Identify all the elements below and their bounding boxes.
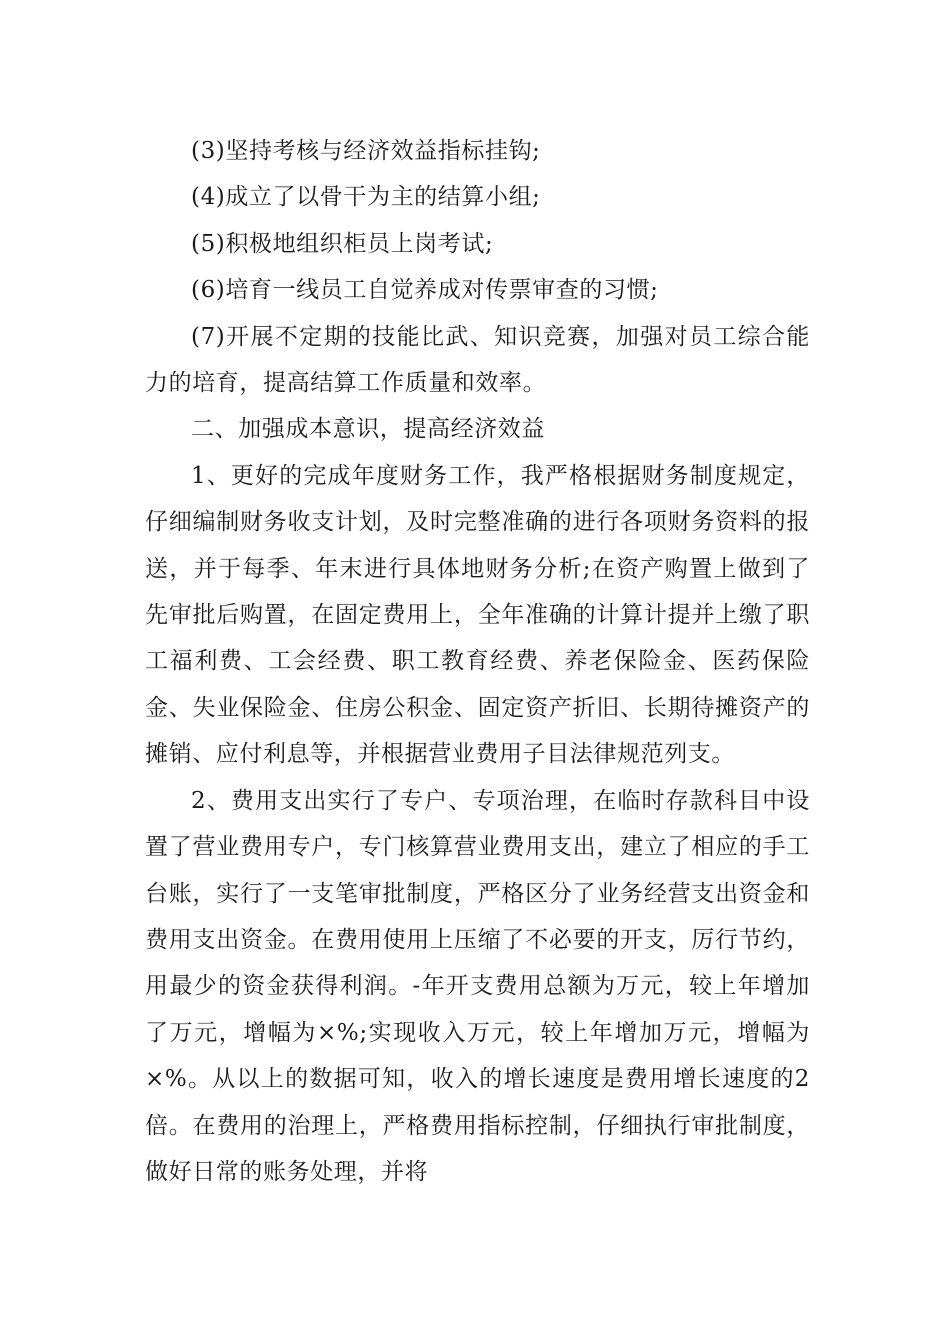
paragraph-2: 2、费用支出实行了专户、专项治理，在临时存款科目中设置了营业费用专户，专门核算营业费用支出，建立了相应的手工台账，实行了一支笔审批制度，严格区分了业务经营支出资金和费用支出资金。在费用使用上压缩了不必要的开支，厉行节约，用最少的资金获得利润。-年开支费用总额为万元，较上年增加了万元，增幅为×%;实现收入万元，较上年增加万元，增幅为×%。从以上的数据可知，收入的增长速度是费用增长速度的2倍。在费用的治理上，严格费用指标控制，仔细执行审批制度，做好日常的账务处理，并将: [145, 787, 810, 1185]
section-heading: 二、加强成本意识，提高经济效益: [191, 416, 545, 443]
paragraph-item-4: (4)成立了以骨干为主的结算小组;: [191, 184, 541, 211]
paragraph-1: 1、更好的完成年度财务工作，我严格根据财务制度规定，仔细编制财务收支计划，及时完整准确的进行各项财务资料的报送，并于每季、年末进行具体地财务分析;在资产购置上做到了先审批后购置，在固定费用上，全年准确的计算计提并上缴了职工福利费、工会经费、职工教育经费、养老保险金、医药保险金、失业保险金、住房公积金、固定资产折旧、长期待摊资产的摊销、应付利息等，并根据营业费用子目法律规范列支。: [145, 462, 810, 768]
paragraph-item-6: (6)培育一线员工自觉养成对传票审查的习惯;: [191, 277, 659, 304]
paragraph-item-7: (7)开展不定期的技能比武、知识竞赛，加强对员工综合能力的培育，提高结算工作质量和效率。: [145, 323, 810, 397]
paragraph-item-3: (3)坚持考核与经济效益指标挂钩;: [191, 138, 541, 164]
paragraph-item-5: (5)积极地组织柜员上岗考试;: [191, 230, 494, 257]
document-body: [145, 128, 810, 1195]
